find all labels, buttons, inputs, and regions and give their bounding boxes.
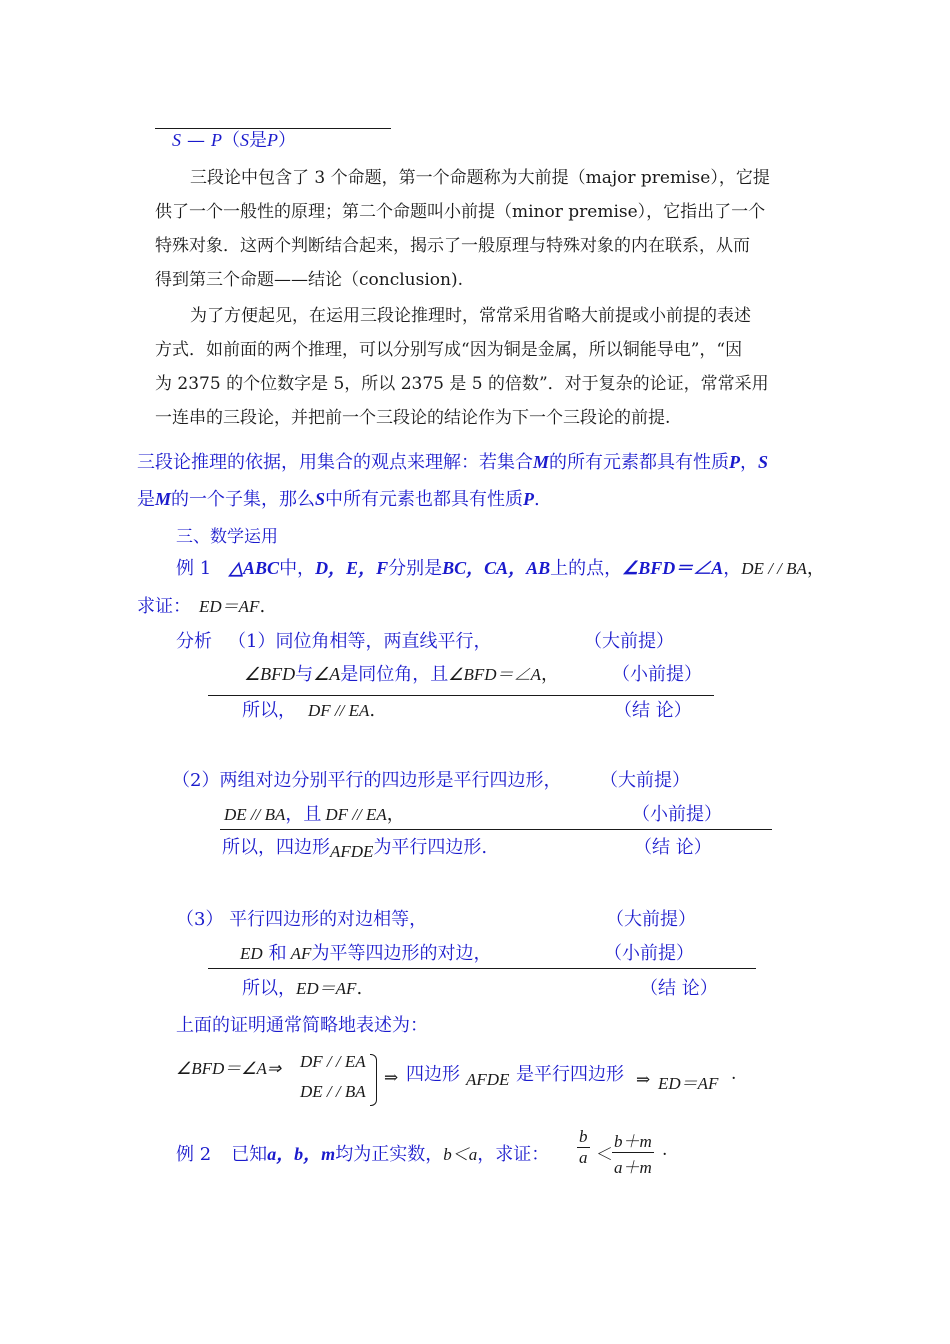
formula-s: S — [172, 130, 181, 150]
example2-num-2: b＋m — [612, 1127, 654, 1153]
example1-dot: . — [259, 596, 266, 617]
s3-minor — [240, 939, 491, 965]
basis-text-2: 的所有元素都具有性质 — [549, 452, 730, 473]
s1-minor-comma: ， — [540, 664, 559, 685]
basis-line-1 — [137, 448, 768, 474]
s3-conc-ed-af: ED＝AF — [296, 979, 357, 998]
s3-rule — [208, 968, 756, 969]
example2-vars: a，b，m — [267, 1144, 336, 1164]
s1-conc-tag: （结 论） — [614, 700, 692, 721]
s2-minor-de-ba: DE // BA — [224, 805, 286, 824]
example1-text-5: ， — [806, 558, 825, 579]
basis-prop-p-2: P — [523, 489, 535, 509]
example1-label: 例 1 — [176, 558, 212, 579]
basis-text-1: 三段论推理的依据，用集合的观点来理解：若集合 — [137, 452, 533, 473]
example2-text-3: ，求证： — [477, 1144, 550, 1165]
example2-lt: ＜ — [596, 1145, 613, 1165]
s1-major: （1）同位角相等，两直线平行， — [228, 631, 492, 652]
top-formula — [172, 126, 296, 152]
example1-text-2: 分别是 — [388, 558, 443, 579]
s2-conc-so: 所以，四边形 — [222, 837, 330, 858]
s2-major-tag: （大前提） — [600, 770, 690, 791]
summary-implies-1: ⇒ — [384, 1068, 399, 1088]
s3-minor-ed: ED — [240, 944, 263, 963]
para1-line-1: 三段论中包含了 3 个命题，第一个命题称为大前提（major premise），它提 — [190, 168, 770, 188]
s1-minor-with: 与 — [295, 664, 314, 685]
basis-line-2 — [137, 485, 540, 511]
s2-conc-text: 为平行四边形. — [373, 837, 488, 858]
top-formula-rule — [155, 128, 391, 129]
example1-line-2 — [137, 592, 265, 618]
basis-prop-p: P — [729, 452, 741, 472]
example2-text-2: 均为正实数， — [335, 1144, 444, 1165]
summary-df-ea: DF / / EA — [300, 1052, 366, 1071]
s3-major: （3） 平行四边形的对边相等， — [176, 909, 428, 930]
example1-text-1: 中， — [279, 558, 316, 579]
s1-conc-so: 所以， — [242, 700, 296, 721]
summary-brace — [370, 1054, 377, 1106]
s1-conclusion — [242, 696, 375, 722]
example1-text-4: ， — [723, 558, 742, 579]
example2-text-1: 已知 — [231, 1144, 268, 1165]
s1-major-tag: （大前提） — [584, 631, 674, 652]
example2-label: 例 2 — [176, 1144, 212, 1165]
basis-text-5: 中所有元素也都具有性质 — [325, 489, 524, 510]
s3-conc-dot: . — [356, 978, 363, 999]
s2-conclusion — [222, 833, 487, 859]
s3-minor-tag: （小前提） — [604, 943, 694, 964]
formula-p2: P — [267, 130, 278, 150]
analysis-label: 分析 — [176, 631, 212, 652]
example2-dot: . — [662, 1140, 668, 1160]
section-heading: 三、数学运用 — [176, 527, 278, 547]
example1-goal: ED＝AF — [199, 597, 260, 616]
s3-conc-so: 所以， — [242, 978, 296, 999]
s2-minor-comma: ， — [386, 804, 405, 825]
basis-set-s: S — [758, 452, 769, 472]
s1-minor-angle: ∠BFD — [244, 664, 296, 684]
s2-minor-df-ea: DF // EA — [325, 805, 387, 824]
basis-text-3: 是 — [137, 489, 155, 510]
s3-minor-text: 为平等四边形的对边， — [311, 943, 492, 964]
summary-is-parallelogram: 是平行四边形 — [516, 1064, 624, 1085]
example1-text-3: 上的点， — [550, 558, 623, 579]
s2-rule — [220, 829, 772, 830]
example1-angle-eq: ∠BFD＝∠A — [622, 558, 724, 578]
s3-major-tag: （大前提） — [606, 909, 696, 930]
example2-fraction-1 — [577, 1127, 590, 1168]
example2-fraction-2 — [612, 1127, 654, 1178]
formula-paren-close: ） — [278, 130, 296, 151]
example2-line — [176, 1140, 549, 1166]
summary-intro: 上面的证明通常简略地表述为： — [176, 1015, 428, 1036]
formula-is: 是 — [249, 130, 267, 151]
s1-minor-angle-a: ∠A — [313, 664, 341, 684]
formula-paren-open: （ — [222, 130, 240, 151]
basis-set-m: M — [533, 452, 550, 472]
para1-line-4: 得到第三个命题——结论（conclusion). — [155, 270, 463, 290]
s2-minor-tag: （小前提） — [632, 804, 722, 825]
s2-major: （2）两组对边分别平行的四边形是平行四边形， — [172, 770, 562, 791]
summary-angle: ∠BFD＝∠A⇒ — [176, 1059, 282, 1078]
para2-line-3: 为 2375 的个位数字是 5，所以 2375 是 5 的倍数”．对于复杂的论证，常常采用 — [155, 374, 769, 394]
summary-afde: AFDE — [466, 1070, 510, 1089]
para1-line-3: 特殊对象．这两个判断结合起来，揭示了一般原理与特殊对象的内在联系，从而 — [155, 236, 750, 256]
summary-dot: . — [731, 1064, 737, 1084]
s3-minor-and: 和 — [268, 943, 287, 964]
para1-line-2: 供了一个一般性的原理；第二个命题叫小前提（minor premise），它指出了一个 — [155, 202, 766, 222]
summary-implies-2: ⇒ — [636, 1070, 651, 1090]
example1-triangle: △ABC — [229, 558, 280, 578]
s1-minor-eq: ∠BFD＝∠A — [448, 665, 541, 684]
summary-de-ba: DE / / BA — [300, 1082, 366, 1101]
basis-comma: ， — [740, 452, 759, 473]
formula-p: P — [211, 130, 222, 150]
formula-s2: S — [240, 130, 249, 150]
s3-minor-af: AF — [290, 944, 312, 963]
para2-line-1: 为了方便起见，在运用三段论推理时，常常采用省略大前提或小前提的表述 — [190, 306, 751, 326]
formula-dash: — — [187, 130, 205, 151]
example2-cond: b＜a — [443, 1145, 478, 1164]
s3-conclusion — [242, 974, 362, 1000]
s2-minor-and: ，且 — [285, 804, 322, 825]
basis-set-s-2: S — [315, 489, 326, 509]
example2-den-2: a＋m — [614, 1158, 652, 1177]
para2-line-4: 一连串的三段论，并把前一个三段论的结论作为下一个三段论的前提. — [155, 408, 671, 428]
para2-line-2: 方式．如前面的两个推理，可以分别写成“因为铜是金属，所以铜能导电”，“因 — [155, 340, 743, 360]
s1-minor — [244, 660, 559, 686]
s3-conc-tag: （结 论） — [640, 978, 718, 999]
s2-minor — [224, 800, 405, 826]
example1-line-1 — [176, 554, 825, 580]
basis-period: . — [534, 489, 540, 510]
s1-conc-dot: . — [369, 700, 376, 721]
basis-text-4: 的一个子集，那么 — [171, 489, 316, 510]
example1-parallel: DE / / BA — [741, 559, 807, 578]
s1-minor-tag: （小前提） — [612, 664, 702, 685]
basis-set-m-2: M — [155, 489, 172, 509]
s2-conc-tag: （结 论） — [634, 837, 712, 858]
example2-num-1: b — [579, 1127, 588, 1146]
example1-sides: BC，CA，AB — [442, 558, 551, 578]
example1-points: D，E，F — [315, 558, 389, 578]
s1-conc-parallel: DF // EA — [308, 701, 370, 720]
summary-conclusion: ED＝AF — [658, 1074, 719, 1093]
summary-quad: 四边形 — [406, 1064, 460, 1085]
s2-conc-afde: AFDE — [330, 842, 374, 861]
example2-den-1: a — [579, 1148, 588, 1167]
example1-prove: 求证： — [137, 596, 191, 617]
s1-minor-text: 是同位角，且 — [340, 664, 449, 685]
